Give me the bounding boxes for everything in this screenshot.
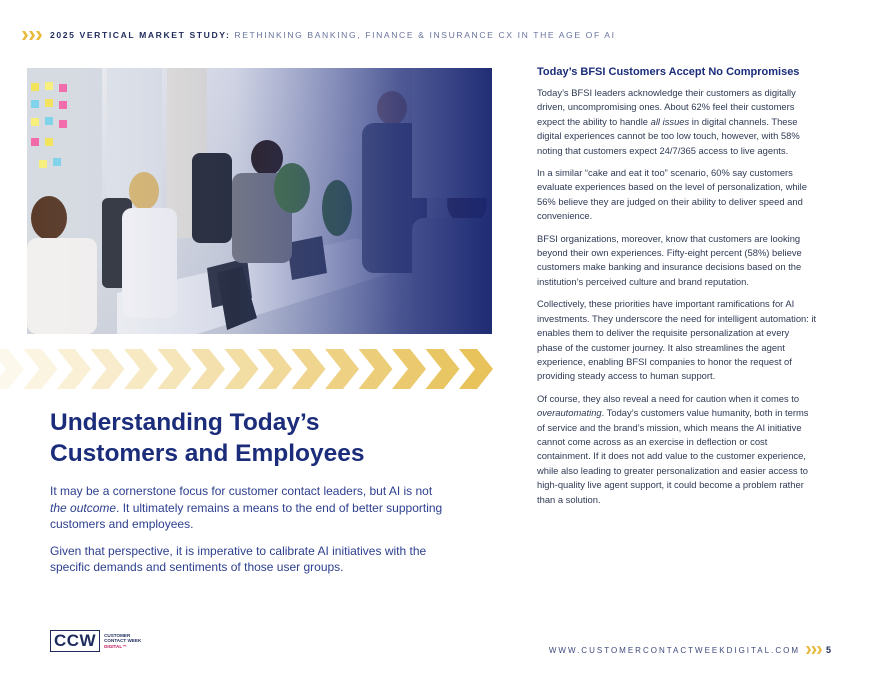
left-column (50, 408, 450, 586)
header-title: 2025 VERTICAL MARKET STUDY: RETHINKING BANKING, FINANCE & INSURANCE CX IN THE AGE OF AI (50, 30, 616, 40)
chevron-shape (426, 349, 460, 389)
running-header (22, 29, 616, 41)
body-paragraph-5: Of course, they also reveal a need for caution when it comes to overautomating. Today’s customers value humanity, both in terms of service and the brand’s mission, which means the AI initiative cannot come across as an exercise in deflection or cost containment. If it does not add value to the customer experience, while also leading to greater personalization and easier access to high-quality live agent support, it could become a problem rather than a solution. (537, 392, 809, 505)
footer-right (549, 641, 831, 659)
chevron-shape (24, 349, 58, 389)
chevron-shape (459, 349, 493, 389)
chevron-shape (225, 349, 259, 389)
chevron-shape (191, 349, 225, 389)
ccw-logo-mark: CCW (50, 630, 100, 652)
chevron-shape (359, 349, 393, 389)
chevron-shape (392, 349, 426, 389)
body-paragraph-1: Today’s BFSI leaders acknowledge their customers as digitally driven, uncompromising ones. About 62% feel their customers expect the ability to handle all issues in digital channels. These digital experiences cannot be too low touch, however, with 58% noting that customers expect 24/7/365 access to live agents. (537, 87, 800, 156)
page-number: 5 (825, 645, 831, 655)
chevron-shape (91, 349, 125, 389)
section-heading (50, 408, 450, 469)
intro-paragraph-2: Given that perspective, it is imperative to calibrate AI initiatives with the specific demands and sentiments of those user groups. (50, 543, 427, 574)
footer-chevrons-icon (806, 641, 822, 659)
chevron-shape (258, 349, 292, 389)
subsection-heading: Today’s BFSI Customers Accept No Compromises (537, 66, 800, 78)
section-heading-line1: Understanding Today’s (50, 409, 320, 436)
chevron-shape (292, 349, 326, 389)
chevron-shape (0, 349, 24, 389)
ccw-logo (50, 630, 141, 652)
intro-paragraph-1: It may be a cornerstone focus for customer contact leaders, but AI is not the outcome. It ultimately remains a means to the end of better supporting customers and employees. (50, 484, 443, 531)
body-paragraph-2: In a similar “cake and eat it too” scenario, 60% say customers evaluate experiences based on the level of personalization, while 56% believe they are judged on their ability to deliver speed and convenience. (537, 167, 807, 222)
ccw-logo-wordmark: CUSTOMER CONTACT WEEK DIGITAL™ (104, 633, 142, 649)
footer-url-link[interactable]: WWW.CUSTOMERCONTACTWEEKDIGITAL.COM (548, 645, 800, 655)
chevron-shape (57, 349, 91, 389)
chevron-shape (124, 349, 158, 389)
chevron-shape (158, 349, 192, 389)
body-paragraph-4: Collectively, these priorities have important ramifications for AI investments. They underscore the need for intelligent automation: it enables them to deliver the requisite personalization at every phase of the customer journey. It also streamlines the agent experience, enabling BFSI companies to honor the request of providing steady access to human support. (537, 298, 817, 382)
section-heading-line2: Customers and Employees (50, 439, 365, 467)
meeting-photo (27, 68, 492, 334)
right-column (537, 66, 817, 515)
decorative-chevron-band (0, 346, 500, 392)
body-paragraph-3: BFSI organizations, moreover, know that customers are looking beyond their own experiences. Fifty-eight percent (58%) believe customers make banking and insurance decisions based on the institution’s perceived culture and brand reputation. (537, 232, 802, 287)
chevron-shape (325, 349, 359, 389)
header-chevrons-icon (22, 31, 42, 40)
